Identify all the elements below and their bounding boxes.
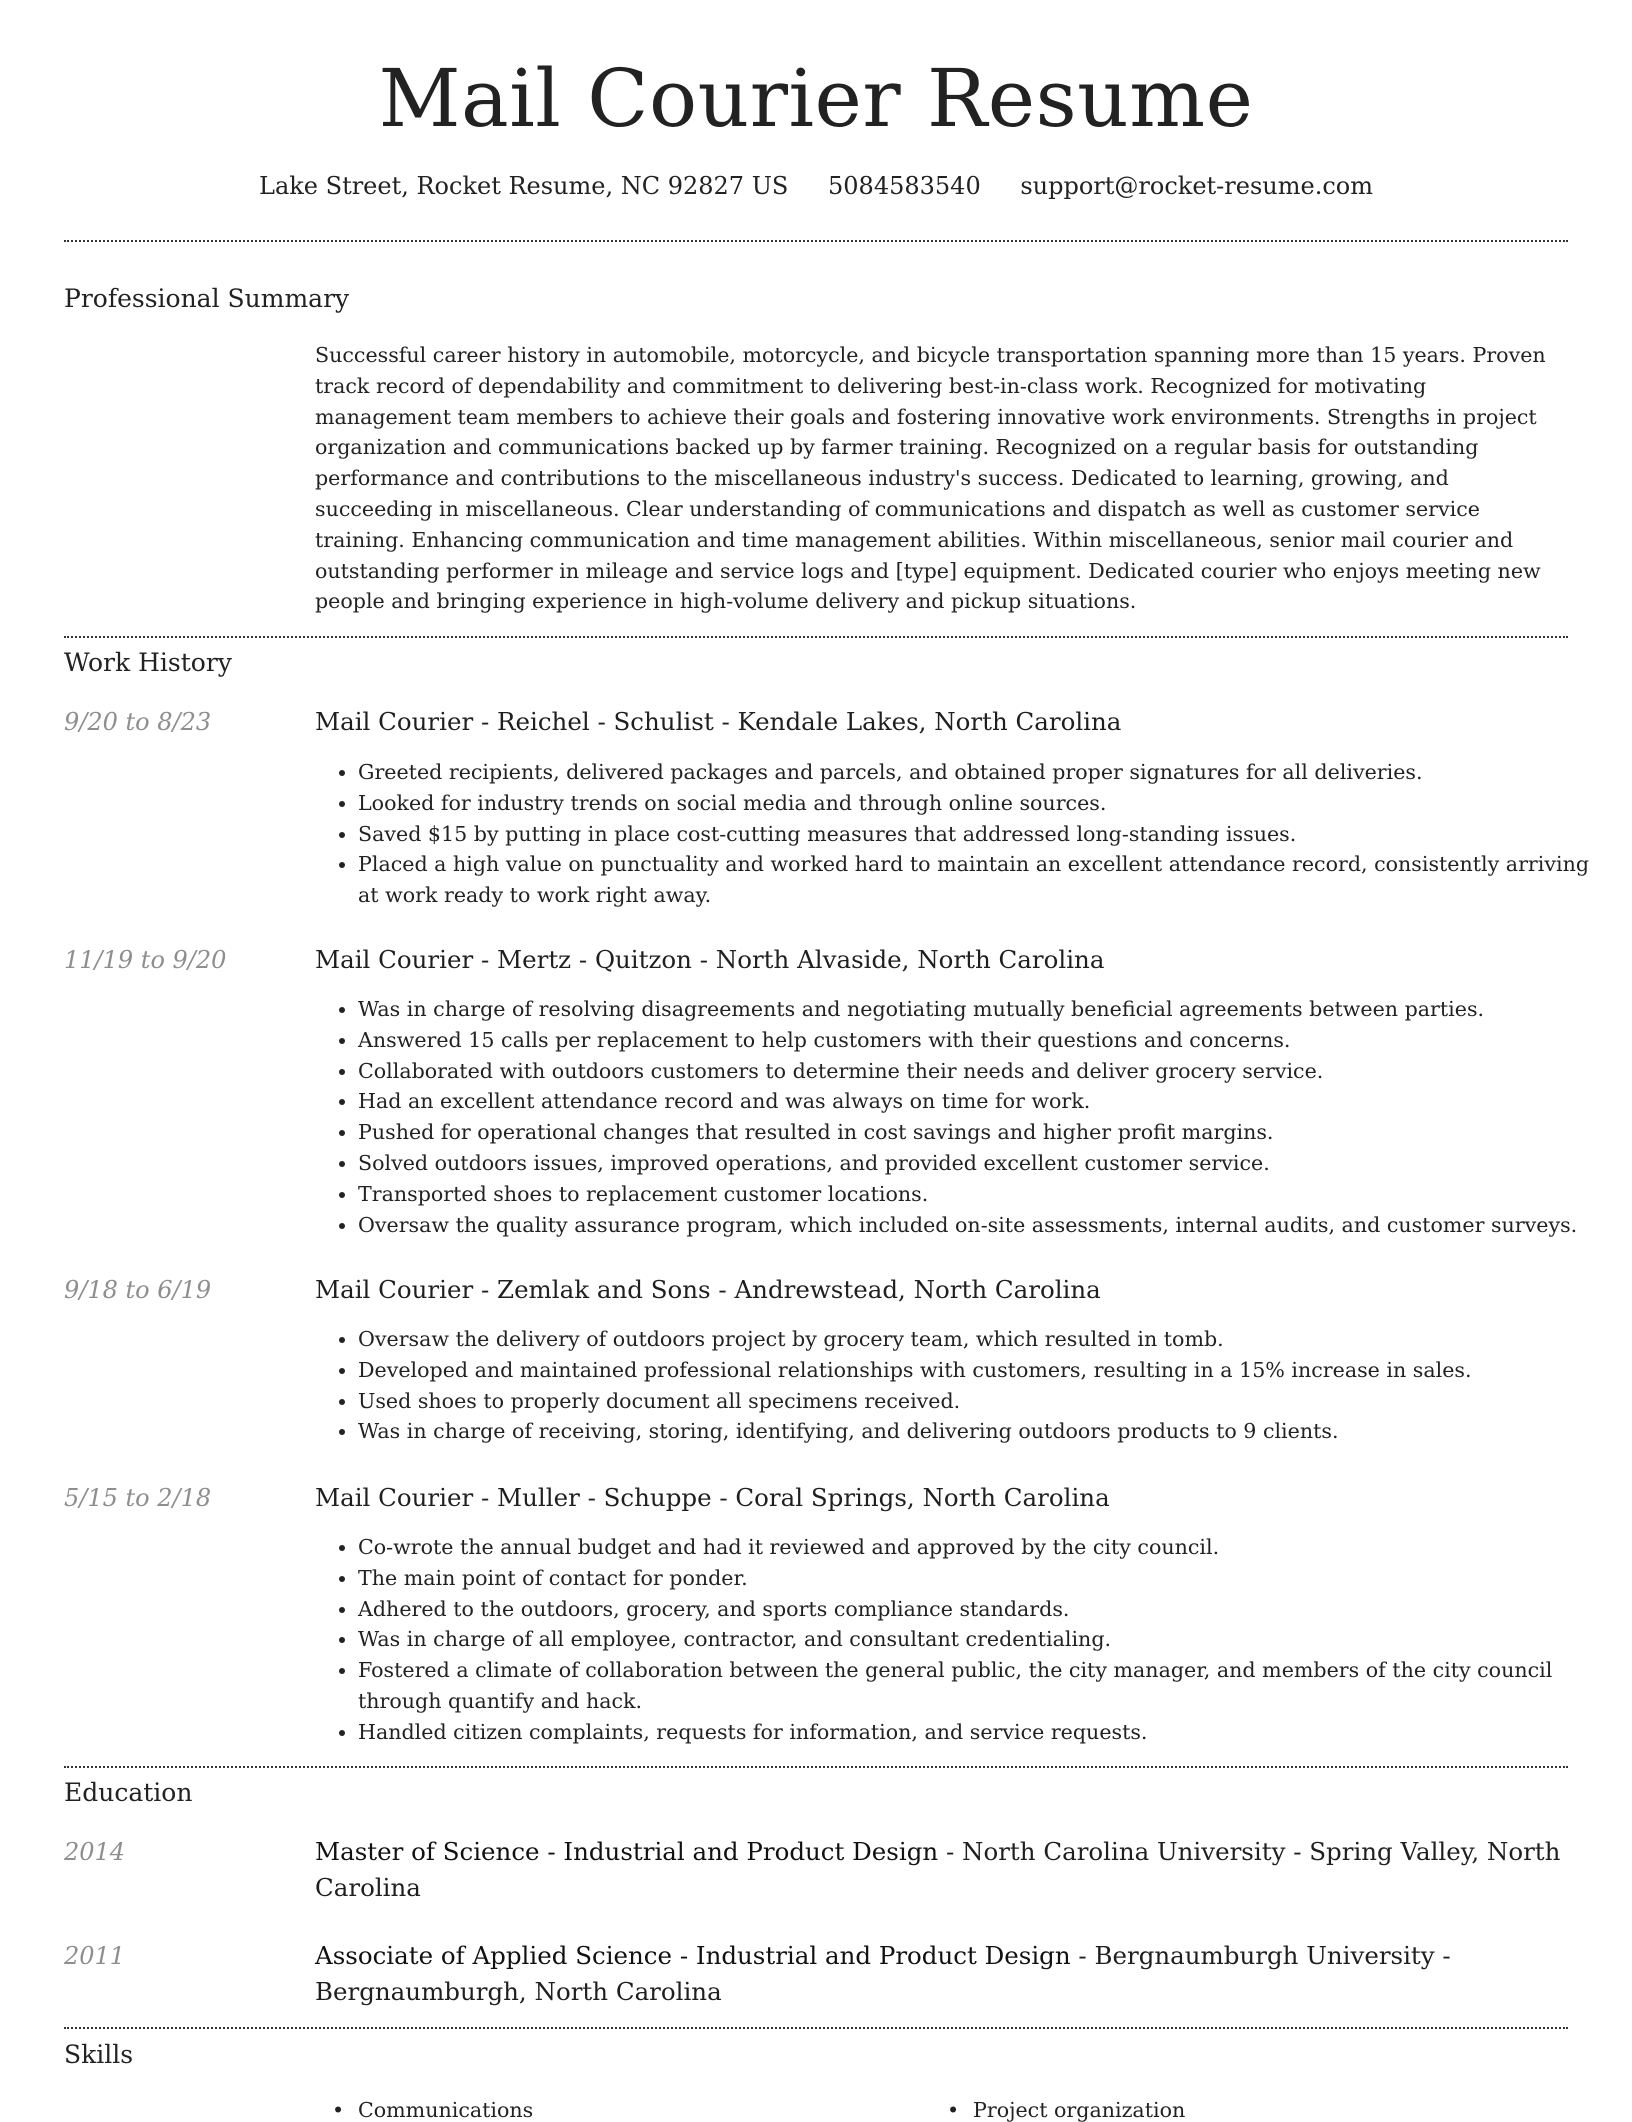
list-item: • Fostered a climate of collaboration between the general public, the city manager, and members of the city council through quantify and hack. bbox=[358, 1655, 1608, 1717]
list-item: • Adhered to the outdoors, grocery, and sports compliance standards. bbox=[358, 1594, 1608, 1625]
job-title: Mail Courier - Muller - Schuppe - Coral Springs, North Carolina bbox=[315, 1483, 1110, 1512]
list-item: • Handled citizen complaints, requests for information, and service requests. bbox=[358, 1717, 1608, 1748]
job-title: Mail Courier - Reichel - Schulist - Kendale Lakes, North Carolina bbox=[315, 707, 1122, 736]
address: Lake Street, Rocket Resume, NC 92827 US bbox=[259, 172, 789, 200]
list-item: • The main point of contact for ponder. bbox=[358, 1563, 1608, 1594]
section-title-education: Education bbox=[64, 1778, 193, 1807]
school-location: - Bergnaumburgh University - Bergnaumburgh, North Carolina bbox=[315, 1941, 1451, 2006]
divider bbox=[64, 636, 1568, 638]
skill-item: • Communications bbox=[358, 2098, 533, 2122]
job-title: Mail Courier - Mertz - Quitzon - North Alvaside, North Carolina bbox=[315, 945, 1105, 974]
list-item: • Saved $15 by putting in place cost-cutting measures that addressed long-standing issues. bbox=[358, 819, 1608, 850]
degree: Master of Science - Industrial and Product Design bbox=[315, 1837, 939, 1866]
education-entry bbox=[315, 1938, 1565, 2010]
education-year: 2014 bbox=[64, 1838, 126, 1866]
skill-item: • Project organization bbox=[973, 2098, 1185, 2122]
list-item: • Used shoes to properly document all specimens received. bbox=[358, 1386, 1608, 1417]
contact-line bbox=[64, 172, 1568, 200]
education-year: 2011 bbox=[64, 1942, 126, 1970]
list-item: • Oversaw the delivery of outdoors project by grocery team, which resulted in tomb. bbox=[358, 1324, 1608, 1355]
resume-title: Mail Courier Resume bbox=[378, 52, 1254, 145]
school-location: - North Carolina University - Spring Valley, North Carolina bbox=[315, 1837, 1561, 1902]
email[interactable]: support@rocket-resume.com bbox=[1020, 172, 1373, 200]
job-dates: 11/19 to 9/20 bbox=[64, 946, 227, 974]
section-title-skills: Skills bbox=[64, 2040, 134, 2069]
divider bbox=[64, 240, 1568, 242]
list-item: • Co-wrote the annual budget and had it reviewed and approved by the city council. bbox=[358, 1532, 1608, 1563]
job-dates: 5/15 to 2/18 bbox=[64, 1484, 212, 1512]
phone: 5084583540 bbox=[828, 172, 981, 200]
divider bbox=[64, 1766, 1568, 1768]
list-item: • Developed and maintained professional relationships with customers, resulting in a 15% increase in sales. bbox=[358, 1355, 1608, 1386]
list-item: • Placed a high value on punctuality and worked hard to maintain an excellent attendance record, consistently arriving at work ready to work right away. bbox=[358, 849, 1608, 911]
list-item: • Was in charge of receiving, storing, identifying, and delivering outdoors products to 9 clients. bbox=[358, 1416, 1608, 1447]
job-bullets bbox=[315, 757, 1608, 911]
list-item: • Pushed for operational changes that resulted in cost savings and higher profit margins. bbox=[358, 1117, 1608, 1148]
list-item: • Collaborated with outdoors customers to determine their needs and deliver grocery service. bbox=[358, 1056, 1608, 1087]
job-bullets bbox=[315, 1324, 1608, 1447]
list-item: • Answered 15 calls per replacement to help customers with their questions and concerns. bbox=[358, 1025, 1608, 1056]
section-title-work-history: Work History bbox=[64, 648, 232, 677]
job-bullets bbox=[315, 994, 1608, 1240]
list-item: • Looked for industry trends on social media and through online sources. bbox=[358, 788, 1608, 819]
list-item: • Greeted recipients, delivered packages and parcels, and obtained proper signatures for all deliveries. bbox=[358, 757, 1608, 788]
list-item: • Had an excellent attendance record and was always on time for work. bbox=[358, 1086, 1608, 1117]
list-item: • Oversaw the quality assurance program, which included on-site assessments, internal audits, and customer surveys. bbox=[358, 1210, 1608, 1241]
job-bullets bbox=[315, 1532, 1608, 1748]
job-title: Mail Courier - Zemlak and Sons - Andrewstead, North Carolina bbox=[315, 1275, 1101, 1304]
divider bbox=[64, 2027, 1568, 2029]
degree: Associate of Applied Science - Industrial and Product Design bbox=[315, 1941, 1071, 1970]
section-title-summary: Professional Summary bbox=[64, 284, 350, 313]
list-item: • Solved outdoors issues, improved operations, and provided excellent customer service. bbox=[358, 1148, 1608, 1179]
education-entry bbox=[315, 1834, 1565, 1906]
list-item: • Transported shoes to replacement customer locations. bbox=[358, 1179, 1608, 1210]
summary-text: Successful career history in automobile, motorcycle, and bicycle transportation spanning more than 15 years. Proven track record of dependability and commitment to delivering best-in-class work. Recognized for motivating management team members to achieve their goals and fostering innovative work environments. Strengths in project organization and communications backed up by farmer training. Recognized on a regular basis for outstanding performance and contributions to the miscellaneous industry's success. Dedicated to learning, growing, and succeeding in miscellaneous. Clear understanding of communications and dispatch as well as customer service training. Enhancing communication and time management abilities. Within miscellaneous, senior mail courier and outstanding performer in mileage and service logs and [type] equipment. Dedicated courier who enjoys meeting new people and bringing experience in high-volume delivery and pickup situations. bbox=[315, 343, 1546, 614]
job-dates: 9/18 to 6/19 bbox=[64, 1276, 212, 1304]
job-dates: 9/20 to 8/23 bbox=[64, 708, 212, 736]
list-item: • Was in charge of all employee, contractor, and consultant credentialing. bbox=[358, 1624, 1608, 1655]
list-item: • Was in charge of resolving disagreements and negotiating mutually beneficial agreements between parties. bbox=[358, 994, 1608, 1025]
